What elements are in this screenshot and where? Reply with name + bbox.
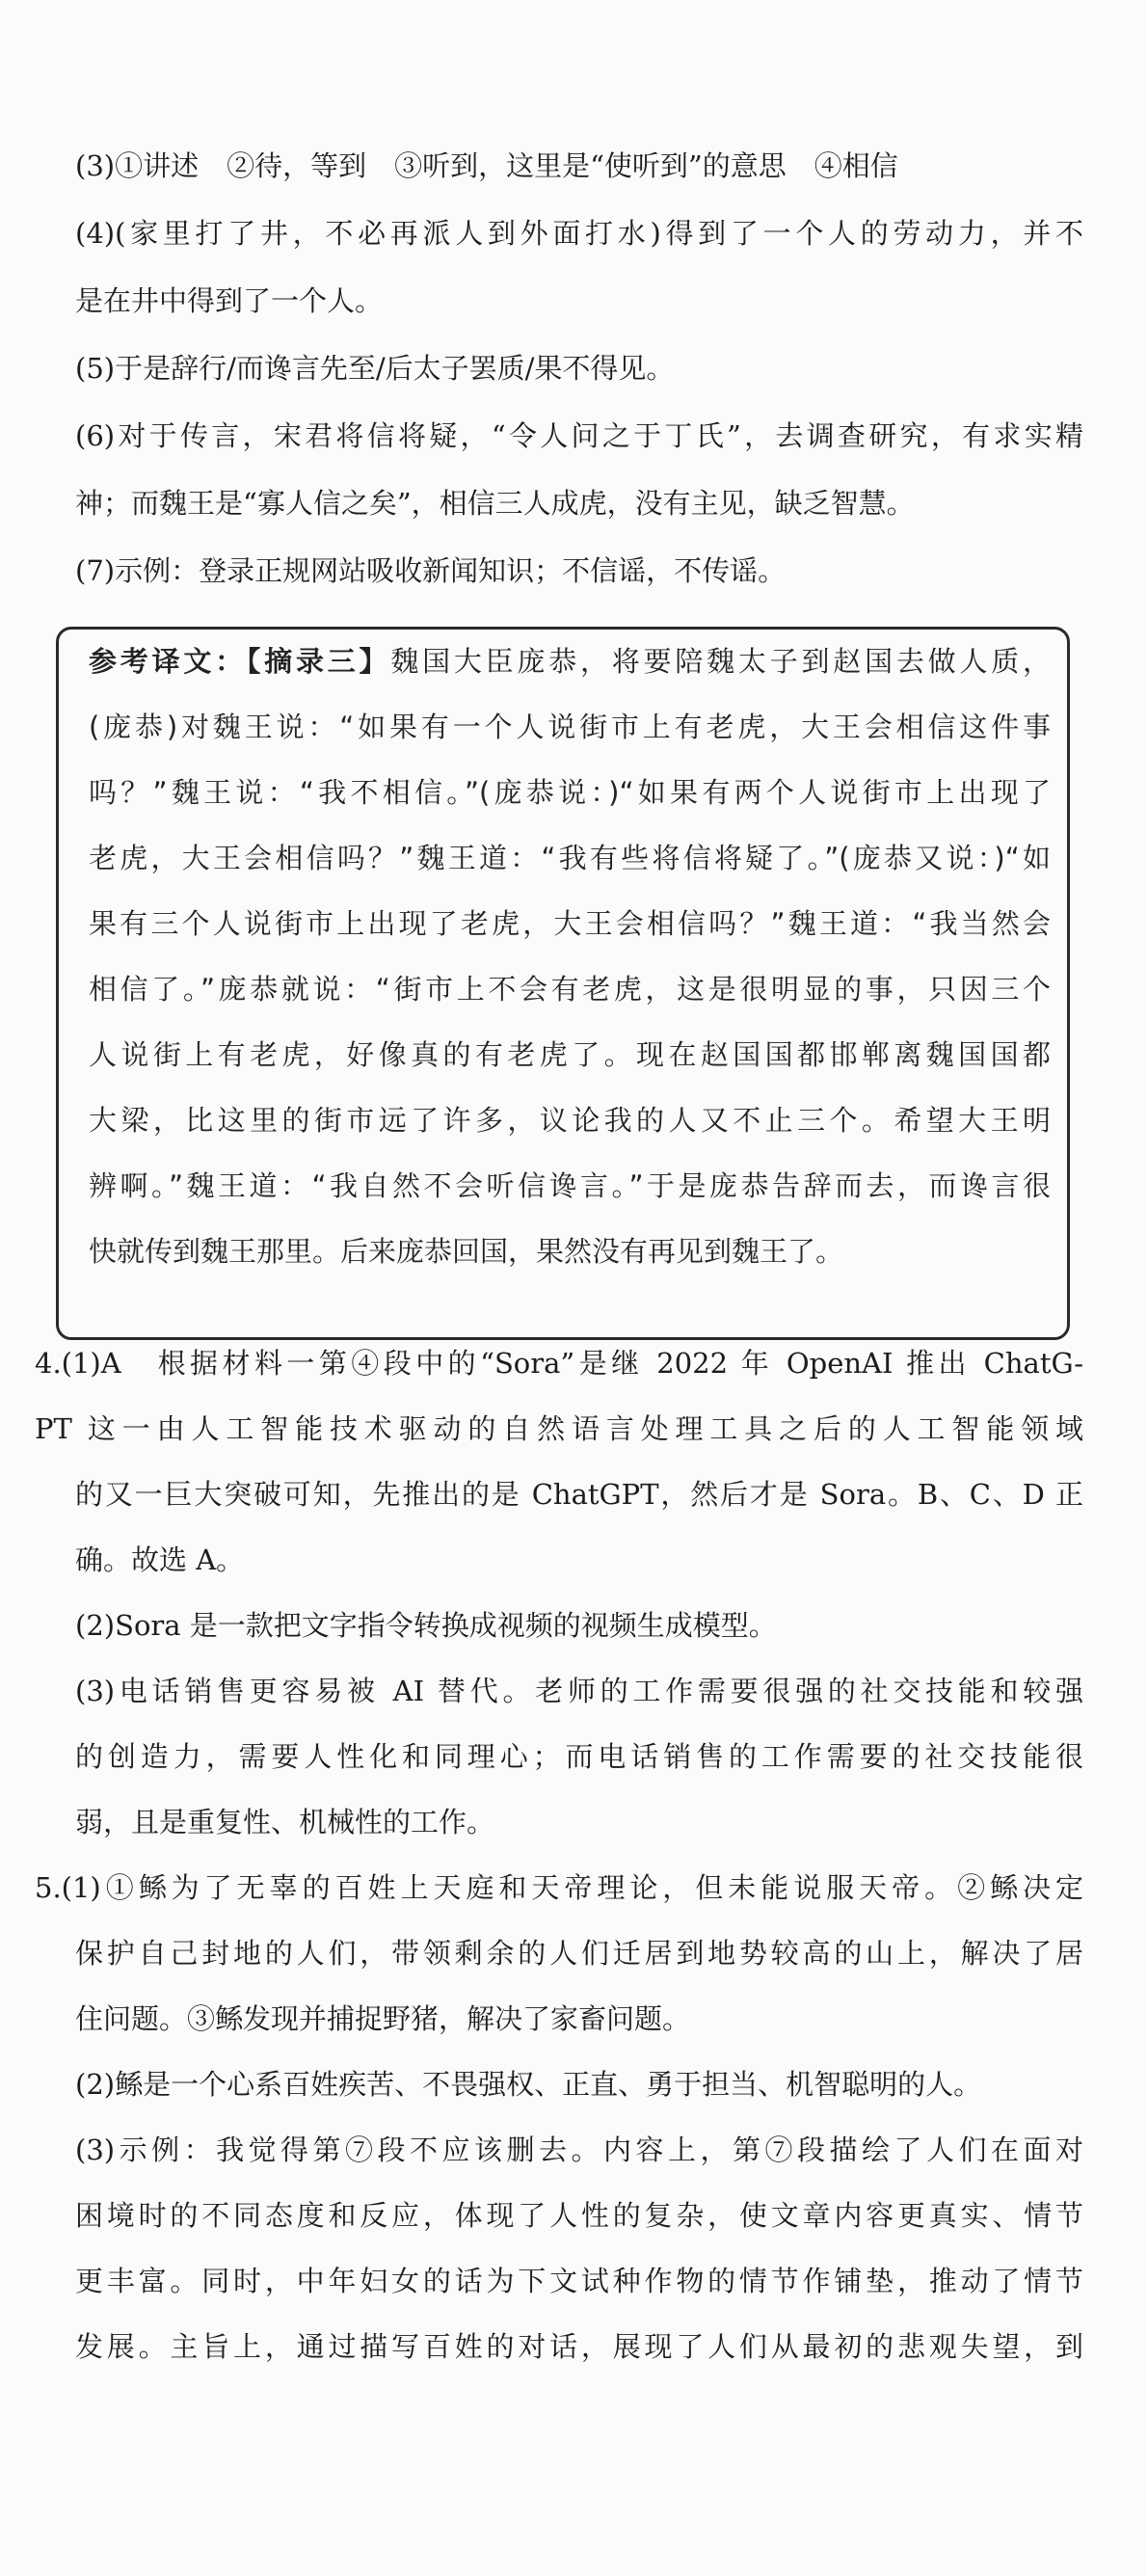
- q4-answer-3-line3: 弱，且是重复性、机械性的工作。: [75, 1806, 495, 1838]
- translation-line-5: 果有三个人说街市上出现了老虎，大王会相信吗？”魏王道：“我当然会: [89, 907, 1051, 940]
- translation-line-7: 人说街上有老虎，好像真的有老虎了。现在赵国国都邯郸离魏国国都: [89, 1038, 1051, 1071]
- translation-line-1-text: 魏国大臣庞恭，将要陪魏太子到赵国去做人质，: [390, 645, 1051, 678]
- q5-answer-2: (2)鲧是一个心系百姓疾苦、不畏强权、正直、勇于担当、机智聪明的人。: [75, 2068, 982, 2101]
- q5-answer-1-line2: 保护自己封地的人们，带领剩余的人们迁居到地势较高的山上，解决了居: [75, 1937, 1083, 1970]
- q4-answer-1-line3: 的又一巨大突破可知，先推出的是 ChatGPT，然后才是 Sora。B、C、D 正: [75, 1478, 1083, 1511]
- q4-answer-1-line4: 确。故选 A。: [75, 1543, 245, 1576]
- q5-answer-1-line1: 5.(1)①鲧为了无辜的百姓上天庭和天帝理论，但未能说服天帝。②鲧决定: [35, 1871, 1083, 1904]
- translation-line-6: 相信了。”庞恭就说：“街市上不会有老虎，这是很明显的事，只因三个: [89, 973, 1051, 1006]
- q3-answer-5: (5)于是辞行/而谗言先至/后太子罢质/果不得见。: [75, 352, 675, 385]
- q5-answer-3-line2: 困境时的不同态度和反应，体现了人性的复杂，使文章内容更真实、情节: [75, 2199, 1083, 2232]
- translation-line-8: 大梁，比这里的街市远了许多，议论我的人又不止三个。希望大王明: [89, 1104, 1051, 1137]
- q4-answer-3-line2: 的创造力，需要人性化和同理心；而电话销售的工作需要的社交技能很: [75, 1740, 1083, 1773]
- q3-answer-6-line2: 神；而魏王是“寡人信之矣”，相信三人成虎，没有主见，缺乏智慧。: [75, 487, 915, 520]
- q3-answer-4-line1: (4)(家里打了井，不必再派人到外面打水)得到了一个人的劳动力，并不: [75, 217, 1083, 250]
- translation-line-2: (庞恭)对魏王说：“如果有一个人说街市上有老虎，大王会相信这件事: [89, 711, 1051, 743]
- q4-answer-1-line1: 4.(1)A 根据材料一第④段中的“Sora”是继 2022 年 OpenAI 推出 ChatG-: [35, 1347, 1083, 1380]
- translation-line-3: 吗？”魏王说：“我不相信。”(庞恭说：)“如果有两个人说街市上出现了: [89, 776, 1051, 809]
- q4-answer-1-line2: PT 这一由人工智能技术驱动的自然语言处理工具之后的人工智能领域: [35, 1412, 1083, 1445]
- q5-answer-1-line3: 住问题。③鲧发现并捕捉野猪，解决了家畜问题。: [75, 2002, 691, 2035]
- q4-answer-2: (2)Sora 是一款把文字指令转换成视频的视频生成模型。: [75, 1609, 777, 1642]
- translation-line-10: 快就传到魏王那里。后来庞恭回国，果然没有再见到魏王了。: [89, 1235, 844, 1268]
- q5-answer-3-line1: (3)示例：我觉得第⑦段不应该删去。内容上，第⑦段描绘了人们在面对: [75, 2133, 1083, 2166]
- q3-answer-3: (3)①讲述 ②待，等到 ③听到，这里是“使听到”的意思 ④相信: [75, 149, 898, 182]
- q5-answer-3-line4: 发展。主旨上，通过描写百姓的对话，展现了人们从最初的悲观失望，到: [75, 2330, 1083, 2363]
- q5-answer-3-line3: 更丰富。同时，中年妇女的话为下文试种作物的情节作铺垫，推动了情节: [75, 2265, 1083, 2297]
- q3-answer-7: (7)示例：登录正规网站吸收新闻知识；不信谣，不传谣。: [75, 554, 787, 587]
- q4-answer-3-line1: (3)电话销售更容易被 AI 替代。老师的工作需要很强的社交技能和较强: [75, 1675, 1083, 1707]
- translation-line-9: 辨啊。”魏王道：“我自然不会听信谗言。”于是庞恭告辞而去，而谗言很: [89, 1169, 1051, 1202]
- translation-line-4: 老虎，大王会相信吗？”魏王道：“我有些将信将疑了。”(庞恭又说：)“如: [89, 842, 1051, 874]
- q3-answer-4-line2: 是在井中得到了一个人。: [75, 284, 384, 317]
- translation-label: 参考译文：【摘录三】: [89, 645, 391, 678]
- translation-line-1: [89, 642, 1051, 681]
- q3-answer-6-line1: (6)对于传言，宋君将信将疑，“令人问之于丁氏”，去调查研究，有求实精: [75, 419, 1083, 452]
